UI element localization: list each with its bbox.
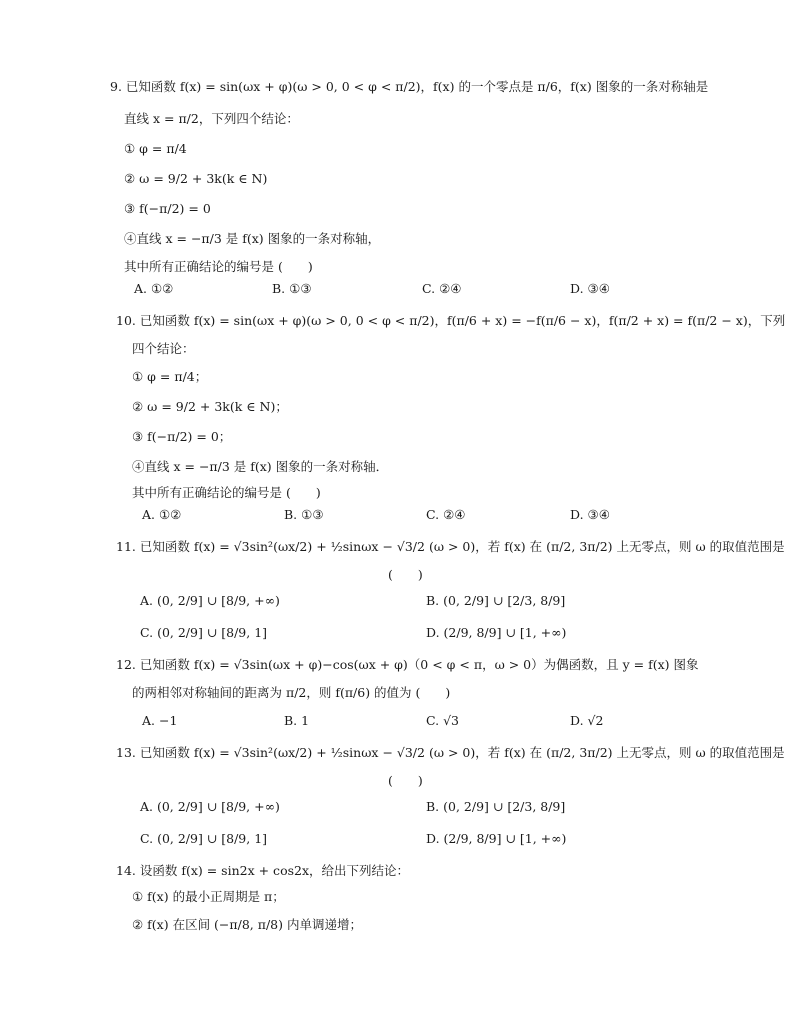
option-c[interactable]: C. ②④ [422,281,462,296]
option-b[interactable]: B. 1 [284,713,310,728]
problem-9-statement-2: ② ω = 9/2 + 3k(k ∈ N) [124,171,268,186]
problem-12-stem-line-1: 12. 已知函数 f(x) = √3sin(ωx + φ)−cos(ωx + φ)（0 < φ < π，ω > 0）为偶函数，且 y = f(x) 图象 [116,657,699,672]
problem-10-question: 其中所有正确结论的编号是 ( ) [132,485,321,500]
option-c[interactable]: C. ②④ [426,507,466,522]
option-d[interactable]: D. ③④ [570,507,610,522]
problem-10-stem-line-2: 四个结论： [132,341,195,356]
option-a[interactable]: A. ①② [134,281,174,296]
problem-9-statement-3: ③ f(−π/2) = 0 [124,201,211,216]
option-b[interactable]: B. (0, 2/9] ∪ [2/3, 8/9] [426,799,566,814]
problem-9-statement-1: ① φ = π/4 [124,141,187,156]
option-d[interactable]: D. (2/9, 8/9] ∪ [1, +∞) [426,625,567,640]
option-c[interactable]: C. (0, 2/9] ∪ [8/9, 1] [140,831,268,846]
problem-10-statement-3: ③ f(−π/2) = 0； [132,429,232,444]
problem-14-statement-2: ② f(x) 在区间 (−π/8, π/8) 内单调递增； [132,917,362,932]
problem-13-stem-line-1: 13. 已知函数 f(x) = √3sin²(ωx/2) + ½sinωx − √3/2 (ω > 0)，若 f(x) 在 (π/2, 3π/2) 上无零点，则 ω 的取值范围是 [116,745,785,760]
problem-9-statement-4: ④直线 x = −π/3 是 f(x) 图象的一条对称轴， [124,231,381,246]
problem-9-question: 其中所有正确结论的编号是 ( ) [124,259,313,274]
problem-12-stem-line-2: 的两相邻对称轴间的距离为 π/2，则 f(π/6) 的值为 ( ) [132,685,451,700]
problem-9-stem-line-2: 直线 x = π/2，下列四个结论： [124,111,299,126]
option-b[interactable]: B. ①③ [272,281,312,296]
problem-10-stem-line-1: 10. 已知函数 f(x) = sin(ωx + φ)(ω > 0, 0 < φ < π/2)，f(π/6 + x) = −f(π/6 − x)，f(π/2 + x) = f(π/2 − x)，下列 [116,313,786,328]
option-a[interactable]: A. (0, 2/9] ∪ [8/9, +∞) [140,799,280,814]
problem-13-answer-paren: ( ) [388,773,423,788]
problem-10-statement-4: ④直线 x = −π/3 是 f(x) 图象的一条对称轴． [132,459,389,474]
option-d[interactable]: D. (2/9, 8/9] ∪ [1, +∞) [426,831,567,846]
problem-10-statement-2: ② ω = 9/2 + 3k(k ∈ N)； [132,399,288,414]
option-c[interactable]: C. √3 [426,713,459,728]
option-a[interactable]: A. (0, 2/9] ∪ [8/9, +∞) [140,593,280,608]
option-a[interactable]: A. ①② [142,507,182,522]
option-c[interactable]: C. (0, 2/9] ∪ [8/9, 1] [140,625,268,640]
problem-11-answer-paren: ( ) [388,567,423,582]
option-b[interactable]: B. (0, 2/9] ∪ [2/3, 8/9] [426,593,566,608]
problem-14-stem-line-1: 14. 设函数 f(x) = sin2x + cos2x，给出下列结论： [116,863,410,878]
option-d[interactable]: D. ③④ [570,281,610,296]
option-d[interactable]: D. √2 [570,713,604,728]
problem-14-statement-1: ① f(x) 的最小正周期是 π； [132,889,285,904]
problem-9-stem-line-1: 9. 已知函数 f(x) = sin(ωx + φ)(ω > 0, 0 < φ < π/2)，f(x) 的一个零点是 π/6，f(x) 图象的一条对称轴是 [110,79,709,94]
option-b[interactable]: B. ①③ [284,507,324,522]
option-a[interactable]: A. −1 [142,713,178,728]
problem-10-statement-1: ① φ = π/4； [132,369,208,384]
problem-11-stem-line-1: 11. 已知函数 f(x) = √3sin²(ωx/2) + ½sinωx − √3/2 (ω > 0)，若 f(x) 在 (π/2, 3π/2) 上无零点，则 ω 的取值范围是 [116,539,785,554]
